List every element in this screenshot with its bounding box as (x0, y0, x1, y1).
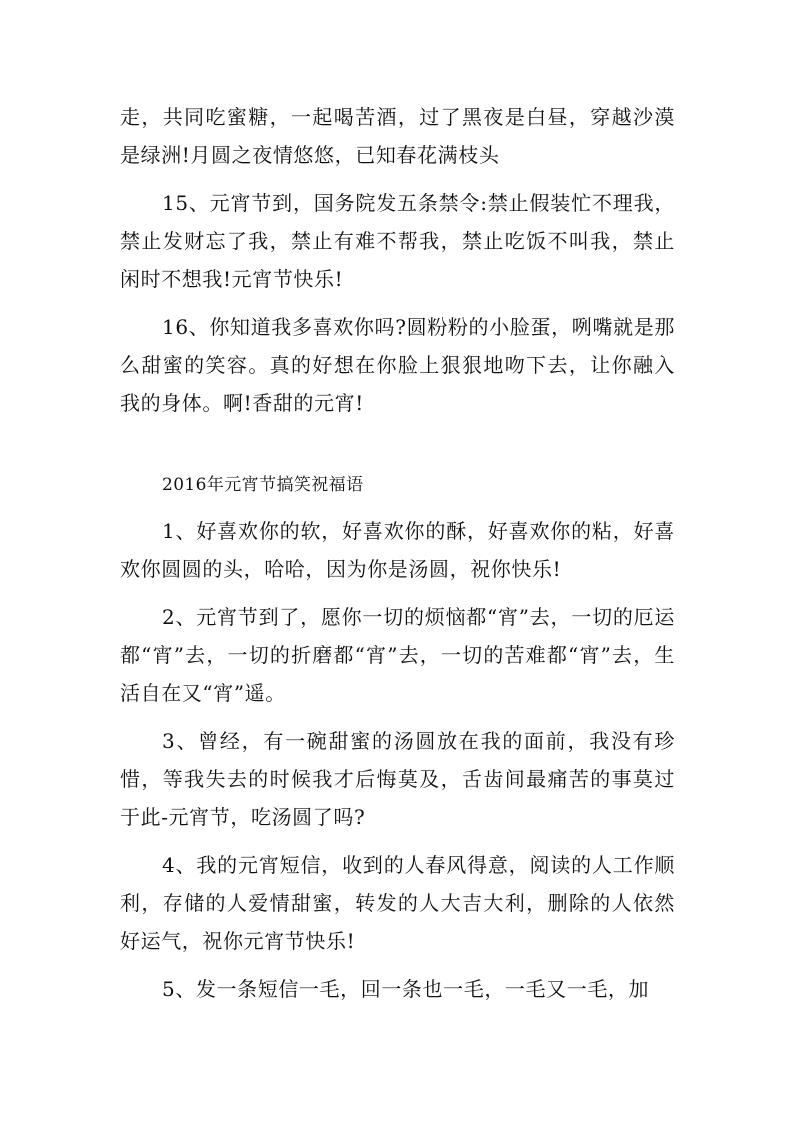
paragraph-4: 4、我的元宵短信，收到的人春风得意，阅读的人工作顺利，存储的人爱情甜蜜，转发的人大吉大利，删除的人依然好运气，祝你元宵节快乐! (120, 853, 675, 953)
paragraph-2: 2、元宵节到了，愿你一切的烦恼都“宵”去，一切的厄运都“宵”去，一切的折磨都“宵”去，一切的苦难都“宵”去，生活自在又“宵”遥。 (120, 605, 675, 705)
paragraph-15: 15、元宵节到，国务院发五条禁令:禁止假装忙不理我，禁止发财忘了我，禁止有难不帮我，禁止吃饭不叫我，禁止闲时不想我!元宵节快乐! (120, 191, 675, 291)
document-body (120, 98, 675, 1018)
paragraph-16: 16、你知道我多喜欢你吗?圆粉粉的小脸蛋，咧嘴就是那么甜蜜的笑容。真的好想在你脸上狠狠地吻下去，让你融入我的身体。啊!香甜的元宵! (120, 315, 675, 415)
paragraph-3: 3、曾经，有一碗甜蜜的汤圆放在我的面前，我没有珍惜，等我失去的时候我才后悔莫及，舌齿间最痛苦的事莫过于此-元宵节，吃汤圆了吗? (120, 729, 675, 829)
paragraph-5: 5、发一条短信一毛，回一条也一毛，一毛又一毛，加 (162, 977, 650, 1001)
intro-paragraph: 走，共同吃蜜糖，一起喝苦酒，过了黑夜是白昼，穿越沙漠是绿洲!月圆之夜情悠悠，已知春花满枝头 (120, 105, 675, 167)
section-heading: 2016年元宵节搞笑祝福语 (162, 475, 364, 495)
paragraph-1: 1、好喜欢你的软，好喜欢你的酥，好喜欢你的粘，好喜欢你圆圆的头，哈哈，因为你是汤圆，祝你快乐! (120, 519, 675, 581)
